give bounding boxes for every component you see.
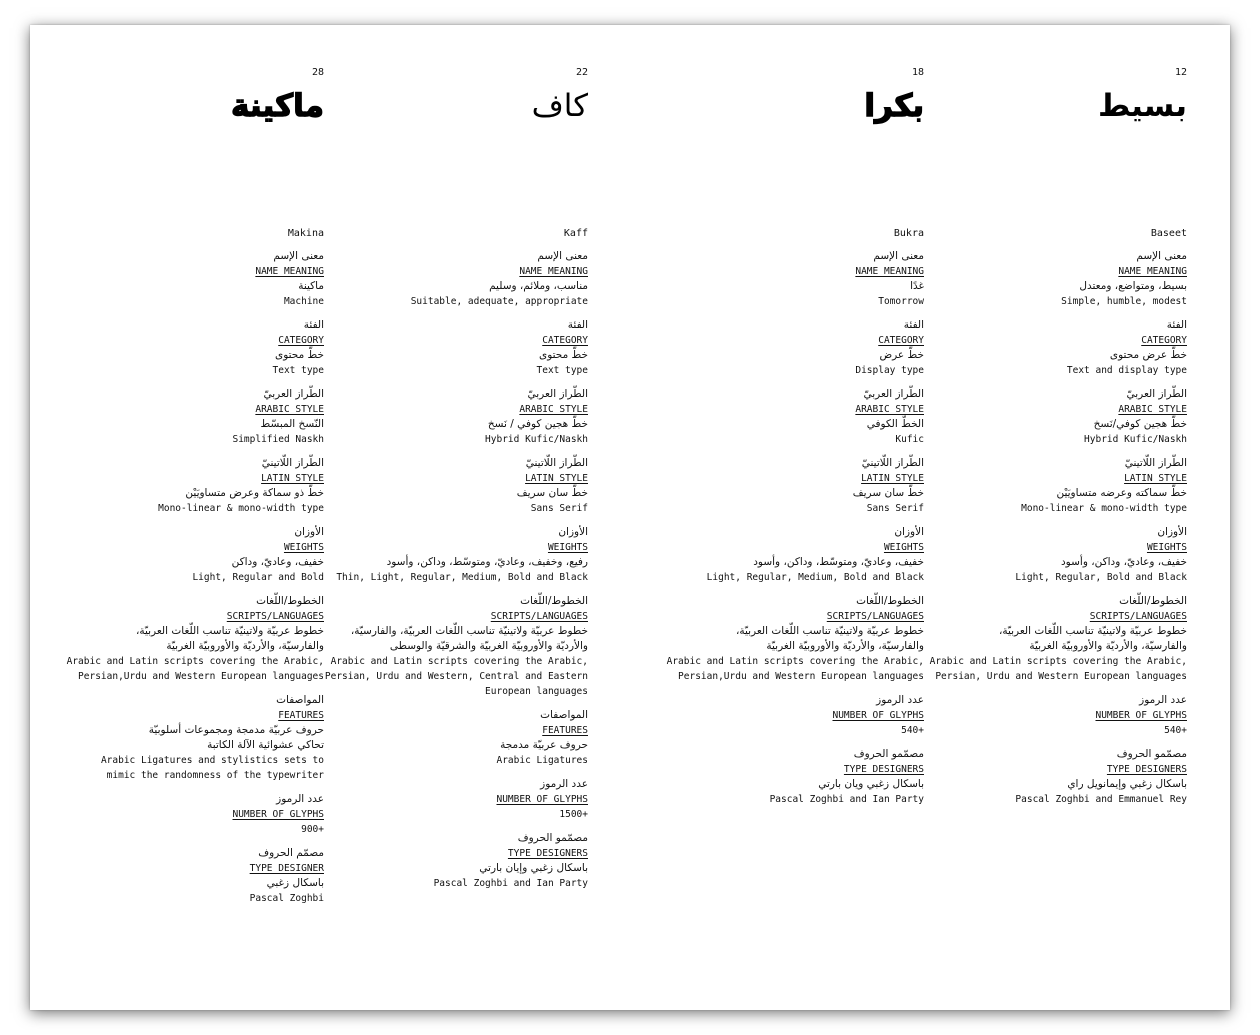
spec-label: NUMBER OF GLYPHS [1095,710,1187,721]
spec-label: CATEGORY [1141,335,1187,346]
spec-label: NAME MEANING [855,266,924,277]
spec-label-arabic: الفئة [903,319,924,331]
spec-value: Pascal Zoghbi and Ian Party [769,794,924,805]
spec-value: mimic the randomness of the typewriter [106,770,324,781]
spec-field [857,318,1187,378]
spec-label: WEIGHTS [883,542,924,553]
spec-value: Persian, Urdu and Western European languages [935,671,1187,682]
spec-value: European languages [485,686,588,697]
spec-value-arabic: خطّ محتوى [274,349,324,361]
spec-value-arabic: غدًا [910,280,924,292]
spec-value-arabic: باسكال زغبي ويان بارتي [818,778,924,790]
spec-label-arabic: الفئة [1166,319,1187,331]
spec-value-arabic: خطّ محتوى [538,349,588,361]
spec-list [258,249,588,891]
spec-value-arabic: تحاكي عشوائية الآلة الكاتبة [207,739,324,751]
spec-list [857,249,1187,807]
spec-label: LATIN STYLE [261,473,324,484]
spec-label: WEIGHTS [547,542,588,553]
font-name: Bukra [893,228,924,239]
spec-label-arabic: الأوزان [294,526,324,538]
spec-label-arabic: مصمّمو الحروف [1116,748,1187,760]
spec-label-arabic: عدد الرموز [1139,694,1187,706]
spec-label: NAME MEANING [519,266,588,277]
spec-label-arabic: الفئة [303,319,324,331]
spec-label-arabic: مصمّم الحروف [258,847,324,859]
spec-label-arabic: عدد الرموز [876,694,924,706]
spec-label-arabic: الفئة [567,319,588,331]
spec-label: TYPE DESIGNERS [1106,764,1187,775]
font-title-arabic: بسيط [1097,88,1187,124]
spec-value-arabic: الخطّ الكوفي [866,418,924,430]
spec-label-arabic: الطّراز اللّاتينيّ [261,457,324,469]
spec-value-arabic: خطّ عرض محتوى [1109,349,1187,361]
spec-label: ARABIC STYLE [1118,404,1187,415]
spec-value: Simple, humble, modest [1061,296,1187,307]
spec-value-arabic: بسيط، ومتواضع، ومعتدل [1079,280,1187,292]
spec-label: TYPE DESIGNERS [507,848,588,859]
spec-label: TYPE DESIGNER [249,863,324,874]
spec-value: Simplified Naskh [232,434,324,445]
spec-value-arabic: خطّ سماكته وعرضه متساويَيْن [1056,487,1187,499]
spec-field [258,318,588,378]
spec-value: Arabic and Latin scripts covering the Arabic, [929,656,1187,667]
spec-value-arabic: خطّ هجين كوفي / نَسخ [487,418,588,430]
spec-value-arabic: خفيف، وعاديّ، وداكن [231,556,324,568]
spec-label: CATEGORY [878,335,924,346]
spec-label-arabic: مصمّمو الحروف [517,832,588,844]
spec-field [258,525,588,585]
spec-value: Hybrid Kufic/Naskh [1084,434,1187,445]
spec-value: Mono-linear & mono-width type [1021,503,1187,514]
font-name: Makina [287,228,324,239]
spec-value: Mono-linear & mono-width type [158,503,324,514]
spec-value-arabic: خطّ سان سريف [852,487,924,499]
page-number: 22 [575,67,588,78]
spec-label: LATIN STYLE [525,473,588,484]
spec-label: SCRIPTS/LANGUAGES [826,611,924,622]
spec-value-arabic: خطوط عربيّة ولاتينيّة تناسب اللّغات العربيّة، [735,625,924,637]
spec-value: Display type [855,365,924,376]
spec-value: Kufic [895,434,924,445]
spec-label-arabic: الطّراز العربيّ [1126,388,1187,400]
font-column-kaff [258,67,588,891]
spec-label-arabic: الطّراز العربيّ [863,388,924,400]
spec-value: Thin, Light, Regular, Medium, Bold and Black [336,572,588,583]
spec-label-arabic: الأوزان [1157,526,1187,538]
spec-label: WEIGHTS [1146,542,1187,553]
spec-value-arabic: خطّ عرض [879,349,924,361]
spec-value-arabic: والأرديّة والأوروبيّة الغربيّة والشرقيّة والوسطى [389,640,588,652]
spec-label-arabic: مصمّمو الحروف [853,748,924,760]
spec-label: NAME MEANING [1118,266,1187,277]
spec-value: Hybrid Kufic/Naskh [485,434,588,445]
spec-value: Sans Serif [530,503,588,514]
spec-label-arabic: عدد الرموز [540,778,588,790]
spec-label: ARABIC STYLE [855,404,924,415]
font-title-arabic: بكرا [864,88,924,124]
spec-label-arabic: المواصفات [276,694,324,706]
font-name: Baseet [1150,228,1187,239]
font-column-baseet [857,67,1187,807]
spec-value-arabic: ماكينة [298,280,324,292]
spec-value: Tomorrow [878,296,924,307]
spec-label-arabic: عدد الرموز [276,793,324,805]
spec-value-arabic: باسكال زغبي وإيمانويل راي [1067,778,1187,790]
spec-value-arabic: والفارسيّة، والأرديّة والأوروبيّة الغربيّة [766,640,924,652]
spec-value: 540+ [1164,725,1187,736]
spec-label: NUMBER OF GLYPHS [832,710,924,721]
spec-field [857,747,1187,807]
spec-label: SCRIPTS/LANGUAGES [1089,611,1187,622]
spec-value-arabic: رفيع، وخفيف، وعاديّ، ومتوسّط، وداكن، وأسود [386,556,588,568]
catalog-spread [30,25,1230,1010]
spec-value: Light, Regular, Bold and Black [1015,572,1187,583]
spec-value: Machine [283,296,324,307]
spec-label: NUMBER OF GLYPHS [232,809,324,820]
spec-label: LATIN STYLE [861,473,924,484]
spec-value-arabic: خطّ ذو سماكة وعرض متساويَيْن [185,487,324,499]
spec-value: Pascal Zoghbi [249,893,324,904]
spec-field [258,708,588,768]
spec-value: 1500+ [559,809,588,820]
spec-value: Arabic and Latin scripts covering the Arabic, [66,656,324,667]
spec-value-arabic: خطوط عربيّة ولاتينيّة تناسب اللّغات العربيّة، [998,625,1187,637]
spec-value: Suitable, adequate, appropriate [410,296,588,307]
font-title-arabic: كاف [531,88,588,124]
spec-value: Sans Serif [866,503,924,514]
page-number: 12 [1174,67,1187,78]
spec-field [857,525,1187,585]
spec-label-arabic: الأوزان [894,526,924,538]
spec-label-arabic: المواصفات [540,709,588,721]
spec-field [857,387,1187,447]
spec-label: TYPE DESIGNERS [843,764,924,775]
spec-field [258,831,588,891]
spec-label-arabic: الطّراز العربيّ [527,388,588,400]
spec-field [857,456,1187,516]
spec-value-arabic: خفيف، وعاديّ، وداكن، وأسود [1061,556,1187,568]
spec-label: SCRIPTS/LANGUAGES [226,611,324,622]
spec-label-arabic: معنى الإسم [273,250,324,262]
spec-value: Pascal Zoghbi and Ian Party [433,878,588,889]
spec-value: 900+ [301,824,324,835]
spec-value-arabic: خطوط عربيّة ولاتينيّة تناسب اللّغات العربيّة، والفارسيّة، [350,625,588,637]
spec-value: Light, Regular, Medium, Bold and Black [706,572,924,583]
spec-label: ARABIC STYLE [255,404,324,415]
spec-value: Text and display type [1066,365,1187,376]
font-title-arabic: ماكينة [231,88,324,124]
spec-label-arabic: الطّراز اللّاتينيّ [1124,457,1187,469]
spec-label: ARABIC STYLE [519,404,588,415]
spec-value-arabic: خطوط عربيّة ولاتينيّة تناسب اللّغات العربيّة، [135,625,324,637]
spec-label-arabic: معنى الإسم [873,250,924,262]
spec-value: 540+ [901,725,924,736]
spec-field [258,387,588,447]
spec-label: FEATURES [542,725,588,736]
spec-value-arabic: مناسب، وملائم، وسليم [489,280,588,292]
spec-value: Persian,Urdu and Western European languages [678,671,924,682]
spec-value: Pascal Zoghbi and Emmanuel Rey [1015,794,1187,805]
spec-value: Arabic and Latin scripts covering the Arabic, [330,656,588,667]
spec-value: Text type [272,365,324,376]
spec-label: CATEGORY [542,335,588,346]
spec-label: LATIN STYLE [1124,473,1187,484]
spec-field [258,594,588,699]
spec-label-arabic: معنى الإسم [537,250,588,262]
spec-label-arabic: الطّراز العربيّ [263,388,324,400]
spec-value: Arabic and Latin scripts covering the Arabic, [666,656,924,667]
spec-value-arabic: خفيف، وعاديّ، ومتوسّط، وداكن، وأسود [753,556,924,568]
page-number: 18 [911,67,924,78]
spec-label-arabic: معنى الإسم [1136,250,1187,262]
spec-label: WEIGHTS [283,542,324,553]
spec-value: Arabic Ligatures [496,755,588,766]
spec-value-arabic: باسكال زغبي وإيان بارتي [479,862,588,874]
spec-value-arabic: والفارسيّة، والأرديّة والأوروبيّة الغربيّة [1029,640,1187,652]
spec-label: NUMBER OF GLYPHS [496,794,588,805]
spec-label: CATEGORY [278,335,324,346]
spec-value: Light, Regular and Bold [192,572,324,583]
spec-label-arabic: الأوزان [558,526,588,538]
spec-label-arabic: الخطوط/اللّغات [256,595,324,607]
spec-field [857,249,1187,309]
spec-value: Persian,Urdu and Western European languages [78,671,324,682]
spec-label: NAME MEANING [255,266,324,277]
spec-value-arabic: باسكال زغبي [266,877,324,889]
spec-label: SCRIPTS/LANGUAGES [490,611,588,622]
spec-value-arabic: حروف عربيّة مدمجة [500,739,588,751]
spec-field [258,249,588,309]
spec-value-arabic: خطّ هجين كوفي/نَسخ [1093,418,1187,430]
spec-value: Text type [536,365,588,376]
spec-value: Arabic Ligatures and stylistics sets to [100,755,324,766]
spec-label-arabic: الطّراز اللّاتينيّ [525,457,588,469]
spec-label-arabic: الخطوط/اللّغات [1119,595,1187,607]
spec-field [857,693,1187,738]
spec-field [857,594,1187,684]
spec-value-arabic: خطّ سان سريف [516,487,588,499]
font-name: Kaff [563,228,588,239]
spec-value: Persian, Urdu and Western, Central and Eastern [324,671,588,682]
spec-field [258,777,588,822]
spec-label: FEATURES [278,710,324,721]
page-number: 28 [311,67,324,78]
spec-label-arabic: الخطوط/اللّغات [520,595,588,607]
spec-value-arabic: والفارسيّة، والأرديّة والأوروبيّة الغربيّة [166,640,324,652]
spec-field [258,456,588,516]
spec-label-arabic: الطّراز اللّاتينيّ [861,457,924,469]
spec-value-arabic: حروف عربيّة مدمجة ومجموعات أسلوبيّة [148,724,324,736]
spec-label-arabic: الخطوط/اللّغات [856,595,924,607]
spec-value-arabic: النّسخ المبسّط [260,418,324,430]
